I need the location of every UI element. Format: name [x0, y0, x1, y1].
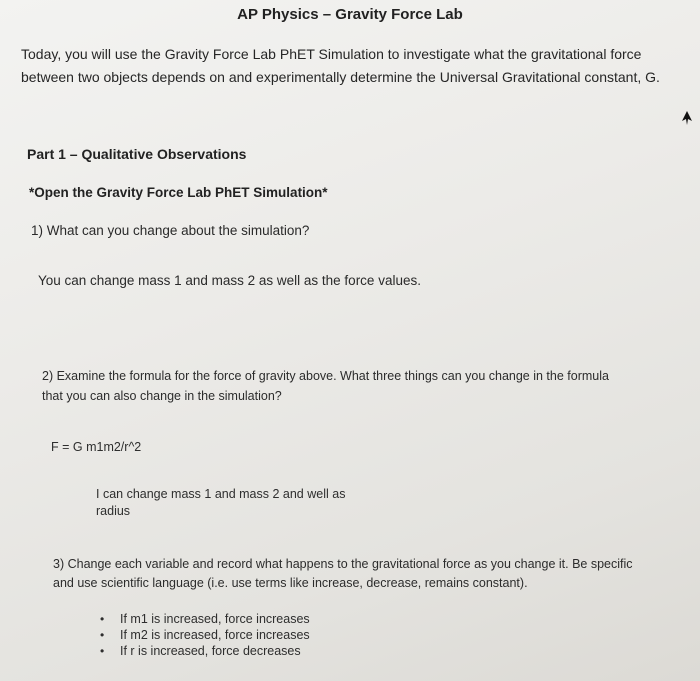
question-2-line-1: 2) Examine the formula for the force of gravity above. What three things can you change in the formula — [42, 369, 609, 383]
question-2-answer-line-2: radius — [96, 504, 131, 518]
list-item: • If r is increased, force decreases — [98, 643, 310, 659]
question-1-text: 1) What can you change about the simulation? — [31, 223, 310, 238]
mouse-cursor-icon — [680, 110, 694, 126]
question-2-answer-line-1: I can change mass 1 and mass 2 and well as — [96, 487, 346, 501]
part1-heading: Part 1 – Qualitative Observations — [27, 146, 247, 162]
part1-instruction: *Open the Gravity Force Lab PhET Simulation* — [29, 185, 328, 200]
intro-line-1: Today, you will use the Gravity Force Lab PhET Simulation to investigate what the gravitational force — [21, 46, 642, 62]
page-title: AP Physics – Gravity Force Lab — [237, 6, 463, 23]
question-2-line-2: that you can also change in the simulation? — [42, 389, 282, 403]
intro-line-2: between two objects depends on and experimentally determine the Universal Gravitational constant, G. — [21, 69, 660, 85]
question-3-answer-list — [98, 611, 310, 659]
question-1-answer: You can change mass 1 and mass 2 as well as the force values. — [38, 273, 421, 288]
list-item: • If m1 is increased, force increases — [98, 611, 310, 627]
gravity-formula: F = G m1m2/r^2 — [51, 440, 142, 454]
question-3-line-2: and use scientific language (i.e. use terms like increase, decrease, remains constant). — [53, 576, 528, 590]
list-item: • If m2 is increased, force increases — [98, 627, 310, 643]
question-3-line-1: 3) Change each variable and record what happens to the gravitational force as you change it. Be specific — [53, 557, 633, 571]
